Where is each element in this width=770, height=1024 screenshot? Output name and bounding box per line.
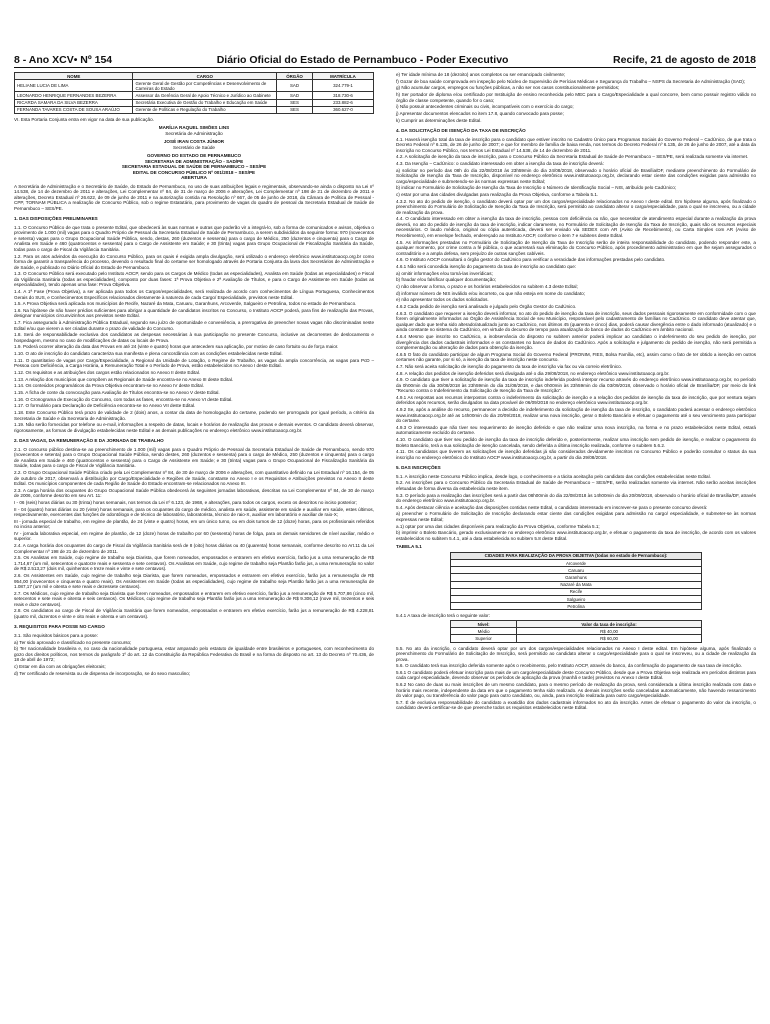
paragraph: 4.10. O candidato que tiver seu pedido de isenção da taxa de inscrição deferido e, posteriormente, realizar uma inscrição sem pedido de isenção, e realizar o pagamento do Boleto Bancário, terá a sua solicitação de isenção cancelada, sendo deferida a última inscrição realizada, conforme o subitem 5.6.2.	[396, 437, 756, 448]
paragraph: a.1) optar por uma das cidades disponíveis para realização da Prova Objetiva, conforme Tabela 5.1;	[396, 523, 600, 529]
paragraph: 1.17. O formulário para Declaração de Deficiência encontra-se no Anexo VII deste Edital.	[14, 403, 196, 409]
city-cell: Caruaru	[451, 567, 702, 574]
paragraph: a) solicitar no período das 08h do dia 22/08/2018 às 23h59min do dia 24/08/2018, observado o horário oficial de Brasília/DF, mediante preenchimento do Formulário de Solicitação de Isenção da Taxa de Inscrição, disponível no endereço eletrônico www.institutoaocp.org.br, declarando estar ciente das condições exigidas para admissão no cargo/especialidade e submetendo-se às normas expressas neste Edital;	[396, 167, 756, 184]
staff-table-header	[15, 73, 374, 80]
paragraph: d) informar número de NIS inválido e/ou incorreto, ou que não esteja em nome do candidato;	[396, 290, 585, 296]
paragraph: 1.6. Na hipótese de não haver prédios suficientes para abrigar a quantidade de candidatos inscritos no Concurso, o Instituto AOCP poderá, para fins de realização das Provas, designar municípios circunvizinhos aos previstos neste Edital.	[14, 307, 374, 319]
paragraph: 4.9. O candidato que tiver a solicitação de isenção da taxa de inscrição indeferida poderá interpor recurso através do endereço eletrônico www.institutoaocp.org.br, no período da 0h00min do dia 30/08/2018 às 23h59min do dia 31/08/2018, e das 0h00min às 23h59min do dia 03/09/2018, observado o horário oficial de Brasília/DF, por meio do link "Recurso contra o Indeferimento da Solicitação de Isenção da Taxa de Inscrição".	[396, 377, 756, 394]
issue-number: 8 - Ano XCV• Nº 154	[14, 54, 113, 66]
paragraph: f) Gozar de boa saúde comprovada em inspeção pelo Núcleo de Supervisão de Perícias Médicas e Segurança do Trabalho – NSPS da Secretaria de Administração (SAD);	[396, 78, 746, 84]
signatory-name: JOSÉ IRAN COSTA JÚNIOR	[163, 139, 225, 145]
paragraph: 1.12. Os requisitos e as atribuições dos cargos estão relacionados no Anexo II deste Edital.	[14, 370, 201, 375]
paragraph: e) não apresentar todos os dados solicitados.	[396, 297, 489, 303]
section-heading: 2. DAS VAGAS, DA REMUNERAÇÃO E DA JORNADA DE TRABALHO	[14, 438, 164, 444]
left-column	[14, 72, 374, 677]
paragraph: 1.2. Para os atos advindos da execução do Concurso Público, para os quais é exigida ampla divulgação, será utilizado o endereço eletrônico www.institutoaocp.org.br como forma de garantir a transparência do processo, devendo o resultado final do certame ser homologado através de Portaria Conjunta da lavra dos Secretários de Administração e de Saúde, e publicado no Diário Oficial do Estado de Pernambuco.	[14, 253, 374, 270]
paragraph: 5.2. As inscrições para o Concurso Público da Secretaria Estadual de Saúde de Pernambuco – SES/PE, serão realizadas somente via internet. Não serão aceitas inscrições efetuadas de forma diversa da estabelecida neste item.	[396, 480, 756, 491]
city-cell: Petrolina	[451, 603, 702, 610]
fee-intro: 5.4.1 A taxa de inscrição terá o seguinte valor:	[396, 613, 490, 619]
table-row	[15, 80, 374, 92]
paragraph: 5.6. O candidato terá sua inscrição deferida somente após o recebimento, pelo Instituto AOCP, através do banco, da confirmação do pagamento de sua taxa de inscrição.	[396, 663, 742, 669]
paragraph: 5.4. Após destacar ciência e aceitação das disposições contidas neste Edital, o candidato interessado em inscrever-se para o presente concurso deverá:	[396, 504, 708, 510]
cell-orgao: SES	[277, 106, 313, 113]
fee-header-value: Valor da taxa de inscrição:	[517, 621, 702, 628]
col-header-cargo: CARGO	[133, 73, 277, 80]
paragraph: 4.6.5 O fato do candidato participar de algum Programa Social do Governo Federal (PRONIM, FIES, Bolsa Família, etc), assim como o fato de ter obtido a isenção em outros certames não garante, por si só, a isenção da taxa de inscrição neste concurso.	[396, 351, 756, 363]
cell-matricula: 233.882-6	[312, 99, 373, 106]
signature-block-1	[14, 125, 374, 136]
paragraph: 5.1. A inscrição neste Concurso Público implica, desde logo, o conhecimento e a tácita aceitação pelo candidato das condições estabelecidas neste Edital.	[396, 473, 711, 479]
paragraph: c) Estar em dia com as obrigações eleitorais;	[14, 663, 106, 669]
fee-table	[450, 620, 702, 643]
cities-table	[450, 552, 702, 611]
heading-line: EDITAL DE CONCURSO PÚBLICO Nº 001/2018 – SES/PE	[132, 169, 256, 175]
cell-orgao: SES	[277, 99, 313, 106]
paragraph: I - 06 (seis) horas diárias ou 30 (trinta) horas semanais, nos termos da Lei nº 6.123, de 1968, e alterações, para todos os cargos, exceto os descritos no inciso posterior;	[14, 499, 357, 505]
table-label: TABELA 5.1	[396, 544, 422, 550]
paragraph: 2.3. A carga horária dos ocupantes do Grupo Ocupacional Saúde Pública obedecerá às seguintes jornadas laborativas, descritas na Lei Complementar nº 84, de 30 de março de 2006, conforme descrito em seu Art. 11:	[14, 487, 374, 499]
paragraph: 4.6.3. O candidato que requerer a isenção deverá informar, no ato do pedido de isenção da taxa de inscrição, seus dados pessoais rigorosamente em conformidade com o que forem originalmente informados ao Órgão de Assistência Social de seu Município, responsável pelo cadastramento de famílias no CadÚnico. O candidato deve atentar que, qualquer dado que tenha sido alterado/atualizado junto ao CadÚnico, nos últimos 45 (quarenta e cinco) dias, poderá causar divergência entre o dado informado (atualizado) e o ainda constante no sistema do CadÚnico, em virtude do decurso de tempo para atualização do banco de dados do CadÚnico em âmbito nacional.	[396, 310, 756, 333]
paragraph: 4.11. Os candidatos que tiverem as solicitações de isenção deferidas já são considerados devidamente inscritos no Concurso Público e poderão consultar o status da sua inscrição no endereço eletrônico do Instituto AOCP www.institutoaocp.org.br, a partir do dia 29/08/2018.	[396, 449, 756, 460]
paragraph: 3.1. São requisitos básicos para a posse:	[14, 632, 99, 638]
paragraph: IV - jornada laborativa especial, em regime de plantão, de 12 (doze) horas de trabalho por 60 (sessenta) horas de folga, para os demais servidores de nível auxiliar, médio e superior.	[14, 530, 374, 542]
paragraph: g) Não acumular cargos, empregos ou funções públicas, a não ser nos casos constitucionalmente permitidos;	[396, 85, 620, 91]
heading-line: SECRETARIA DE ADMINISTRAÇÃO - SAD/PE	[144, 158, 244, 164]
gazette-title: Diário Oficial do Estado de Pernambuco - Poder Executivo	[216, 54, 509, 66]
section-heading: 3. REQUISITOS PARA POSSE NO CARGO	[14, 624, 105, 630]
paragraph: d) Ter certificado de reservista ou de dispensa de incorporação, se do sexo masculino;	[14, 670, 191, 676]
col-header-orgao: ÓRGÃO	[277, 73, 313, 80]
page-header	[14, 52, 756, 66]
signatory-role: Secretário de Saúde	[173, 144, 215, 150]
fee-value: R$ 60,00	[517, 635, 702, 642]
section-heading: 1. DAS DISPOSIÇÕES PRELIMINARES	[14, 216, 98, 222]
paragraph: 4.9.1 As respostas aos recursos interpostos contra o indeferimento da solicitação de isenção e a relação dos pedidos de isenção da taxa de inscrição, que por ventura sejam deferidos após recursos, serão divulgados na data provável de 06/09/2018 no endereço eletrônico www.institutoaocp.org.br.	[396, 394, 756, 406]
city-cell: Garanhuns	[451, 574, 702, 581]
cell-nome: FERNANDA TAVARES COSTA DE SOUSA ARAÚJO	[15, 106, 133, 113]
paragraph: 4.6.1 Não será concedida isenção do pagamento da taxa de inscrição ao candidato que:	[396, 264, 577, 269]
paragraph: 2.5. Os Analistas em Saúde, cujo regime de trabalho seja Diarista, que forem nomeados, empossados e entrarem em efetivo exercício, farão jus a uma remuneração de R$ 1.714,67 (um mil, setecentos e quatorze reais e sessenta e sete centavos). Os Analistas em Saúde, cujo regime de trabalho seja Plantão farão jus, a uma remuneração no valor de R$ 2.513,27 (dois mil, quinhentos e treze reais e vinte e sete centavos).	[14, 555, 374, 572]
paragraph: 4.9.2 Se, após a análise do recurso, permanecer a decisão de indeferimento da solicitação de isenção da taxa de inscrição, o candidato poderá acessar o endereço eletrônico www.institutoaocp.org.br até as 14h00min do dia 20/09/2018, realizar uma nova inscrição, gerar o Boleto Bancário e efetuar o pagamento até o seu vencimento para participar do certame.	[396, 407, 756, 424]
city-cell: Recife	[451, 588, 702, 595]
paragraph: 4.6. O Instituto AOCP consultará o órgão gestor do CadÚnico para verificar a veracidade das informações prestadas pelo candidato.	[396, 257, 666, 263]
cell-nome: HELIANE LUCIA DE LIMA	[15, 80, 133, 92]
heading-line: ABERTURA	[181, 175, 207, 181]
paragraph: 1.8. Será de responsabilidade exclusiva dos candidatos as despesas necessárias à sua participação no presente Concurso, inclusive as decorrentes de deslocamento e hospedagem, mesmo no caso de modificações de datas ou locais de Prova.	[14, 332, 374, 343]
cell-orgao: SAD	[277, 80, 313, 92]
paragraph: 2.6. Os Assistentes em Saúde, cujo regime de trabalho seja Diarista, que forem nomeados, empossados e entrarem em efetivo exercício, farão jus a remuneração de R$ 954,00 (novecentos e cinquenta e quatro reais). Os Assistentes em Saúde (todas as especialidades), cujo regime de trabalho seja Plantão farão jus a uma remuneração de 1.087,17 (um mil e oitenta e sete reais e dezessete centavos).	[14, 573, 374, 589]
cell-cargo: Assessor da Gerência Geral de Apoio Técnico e Jurídico ao Gabinete	[133, 92, 277, 99]
paragraph: 1.14. Os conteúdos programáticos da Prova Objetiva encontram-se no Anexo IV deste Edital.	[14, 383, 204, 389]
paragraph: 4.8. A relação dos pedidos de isenção deferidos será divulgada até o dia 29/08/2018, no endereço eletrônico www.institutoaocp.org.br.	[396, 370, 670, 376]
paragraph: 4.6.2 Cada pedido de isenção será analisado e julgado pelo Órgão Gestor do CadÚnico.	[396, 304, 577, 310]
section-3-items	[14, 633, 374, 676]
edital-intro: A Secretária de Administração e o Secretário de Saúde, do Estado de Pernambuco, no uso de suas atribuições legais e regimentais, observando-se ainda o disposto na Lei nº 14.538, de 14 de dezembro de 2011 e alterações, Lei Complementar nº 84, de 31 de março de 2006 e alterações, Lei Complementar nº 198 de 21 de dezembro de 2011 e alterações, Decreto Estadual nº 26.622, de 09 de junho de 2011 e na autorização contida na Resolução nº 667, de 05 de junho de 2018, da Câmara de Política de Pessoal - CPP, TORNAM PÚBLICA a realização de Concurso Público, sob o regime Estatutário, para provimento de vagas do quadro de pessoal da Secretaria Estadual de Saúde de Pernambuco – SES/PE.	[14, 183, 374, 211]
fee-header-level: Nível:	[451, 621, 517, 628]
cities-table-header: CIDADES PARA REALIZAÇÃO DA PROVA OBJETIVA (todas no estado de Pernambuco):	[451, 552, 702, 559]
paragraph: 1.1. O Concurso Público de que trata o presente Edital, que obedecerá às suas normas e outras que poderão vir a integrá-lo, sob a forma de comunicados e avisos, objetiva o provimento de 1.000 (mil) vagas para o Quadro Próprio de Pessoal da Secretaria Estadual de Saúde de Pernambuco, a serem subdivididos da seguinte forma: 970 (novecentos e setenta) vagas para o Grupo Ocupacional Saúde Pública, sendo, destas, 260 (duzentos e sessenta) para o cargo de Médico, 250 (duzentos e cinquenta) para o Cargo de Analista em Saúde e 460 (quatrocentos e sessenta) para o Cargo de Assistente em Saúde; e 30 (trinta) vagas para Grupo Ocupacional de Fiscalização Sanitária da Saúde, todas para o cargo de Fiscal da Vigilância Sanitária.	[14, 224, 374, 252]
table-row	[15, 106, 374, 113]
paragraph: 2.8. Os candidatos ao cargo de Fiscal de Vigilância Sanitária que forem nomeados, empossados e entrarem em efetivo exercício, farão jus a remuneração de R$ 4.228,81 (quatro mil, duzentos e vinte e oito reais e oitenta e um centavos).	[14, 608, 374, 619]
cell-matricula: 360.627-0	[312, 106, 373, 113]
fee-level: Médio	[451, 628, 517, 635]
section-5-items	[396, 474, 756, 542]
paragraph: 1.13. A relação dos municípios que compõem as Regionais de Saúde encontra-se no Anexo III deste Edital.	[14, 376, 234, 382]
paragraph: 2.7. Os Médicos, cujo regime de trabalho seja Diarista que forem nomeados, empossados e entrarem em efetivo exercício, farão jus a remuneração de R$ 5.707,86 (cinco mil, setecentos e sete reais e oitenta e seis centavos). Os Médicos, cujo regime de trabalho seja Plantão farão jus a uma remuneração de R$ 9.306,12 (nove mil, trezentos e seis reais e doze centavos).	[14, 590, 374, 607]
paragraph: c) não observar a forma, o prazo e os horários estabelecidos no subitem 4.3 deste Edital;	[396, 284, 578, 290]
section-heading: 5. DAS INSCRIÇÕES	[396, 465, 441, 471]
paragraph: 5.5. No ato da inscrição, o candidato deverá optar por um dos cargos/especialidades relacionados no Anexo I deste edital. Em hipótese alguma, após finalizado o preenchimento do Formulário de Solicitação de Inscrição, será permitido ao candidato alterar o cargo/especialidade para o qual se inscreveu, ou a cidade de realização da prova.	[396, 645, 756, 662]
signatory-name: MARÍLIA RAQUEL SIMÕES LINS	[158, 125, 230, 131]
paragraph: 2.1. O concurso público destina-se ao preenchimento de 1.000 (mil) vagas para o Quadro Próprio de Pessoal da Secretaria Estadual de Saúde de Pernambuco, sendo 970 (novecentos e setenta) para o Grupo Ocupacional Saúde Pública, sendo destes, 260 (duzentos e sessenta) para o cargo de Médico, 250 (duzentos e cinquenta) para o cargo de Analista em Saúde e 460 (quatrocentos e sessenta) para o Cargo de Assistente em Saúde; e 30 (trinta) vagas para o Grupo Ocupacional de Fiscalização Sanitária da Saúde, todas para o cargo de Fiscal de Vigilância Sanitária.	[14, 446, 374, 469]
paragraph: 4.2. A solicitação de isenção da taxa de inscrição, para o Concurso Público da Secretaria Estadual de Saúde de Pernambuco – SES/PE, será realizada somente via internet.	[396, 154, 749, 160]
paragraph: 4.7. Não será aceita solicitação de isenção do pagamento da taxa de inscrição via fax ou via correio eletrônico.	[396, 363, 622, 369]
cell-matricula: 324.779-1	[312, 80, 373, 92]
cell-nome: LEONARDO HENRIQUE FERNANDES BEZERRA	[15, 92, 133, 99]
cell-cargo: Gerente Geral de Gestão por Competências e Desenvolvimento de Carreiras do Estado	[133, 80, 277, 92]
right-column	[396, 72, 756, 712]
header-rule	[14, 67, 756, 68]
paragraph: 4.9.3 O interessado que não tiver seu requerimento de isenção deferido e que não realizar uma nova inscrição, na forma e no prazo estabelecidos neste Edital, estará automaticamente excluído do certame.	[396, 424, 756, 436]
paragraph: a) preencher o Formulário de Solicitação de Inscrição declarando estar ciente das condições exigidas para admissão no cargo/ especialidade, e submeter-se às normas expressas neste Edital;	[396, 511, 756, 522]
heading-line: SECRETARIA ESTADUAL DE SAÚDE DE PERNAMBUCO – SES/PE	[121, 164, 267, 170]
cell-cargo: Gerente de Políticas e Regulação do Trabalho	[133, 106, 277, 113]
paragraph: i) Não possuir antecedentes criminais ou civis, incompatíveis com o exercício do cargo;	[396, 104, 574, 110]
paragraph: k) Cumprir as determinações deste Edital.	[396, 117, 482, 123]
portaria-note: VI. Esta Portaria Conjunta entra em vigor na data de sua publicação.	[14, 116, 154, 122]
col-header-nome: NOME	[15, 73, 133, 80]
paragraph: 5.6.2 No caso de duas ou mais inscrições de um mesmo candidato, para o mesmo período de realização da prova, será considerada a última inscrição realizada com data e horário mais recente, independente da data em que o pagamento tenha sido realizado. As demais inscrições serão canceladas automaticamente, não havendo ressarcimento do valor pago, ou transferência do valor pago para outro candidato, ou, ainda, para inscrição realizada para outro cargo/especialidade.	[396, 682, 756, 699]
publication-date: Recife, 21 de agosto de 2018	[613, 54, 756, 66]
section-heading: 4. DA SOLICITAÇÃO DE ISENÇÃO DA TAXA DE INSCRIÇÃO	[396, 128, 526, 134]
paragraph: 5.6.1 O candidato poderá efetuar inscrição para mais de um cargo/especialidade deste Concurso Público, desde que a Prova Objetiva seja realizada em períodos distintos para cada cargo/ especialidade, devendo observar os períodos de aplicação da prova (manhã e tarde) previstos no Anexo I deste Edital.	[396, 669, 756, 681]
city-cell: Arcoverde	[451, 560, 702, 567]
paragraph: 1.11. O quantitativo de vagas por Cargo/Especialidade, a Regional da Unidade de Lotação, o Regime de Trabalho, as vagas da ampla concorrência, as vagas para PcD – Pessoa com Deficiência, a Carga Horária, a Remuneração Total e o Período de Prova, estão estabelecidos no Anexo I deste Edital.	[14, 357, 374, 369]
city-cell: Nazaré da Mata	[451, 581, 702, 588]
paragraph: a) omitir informações e/ou torná-las inverídicas;	[396, 270, 493, 276]
paragraph: 1.7. Fica assegurado à Administração Pública Estadual, segundo seu juízo de oportunidade e conveniência, a prerrogativa de preencher novas vagas não discriminadas neste Edital e/ou que vierem a ser criadas durante o prazo de validade do Concurso.	[14, 320, 374, 331]
section-3-continued	[396, 72, 756, 123]
table-row	[451, 628, 702, 635]
fee-level: Superior	[451, 635, 517, 642]
paragraph: 4.3.2. No ato do pedido de isenção, o candidato deverá optar por um dos cargos/especialidade relacionados no Anexo I deste edital. Em hipótese alguma, após finalizado o preenchimento do Formulário de Solicitação de Isenção da Taxa de Inscrição, será permitido ao candidato alterar o cargo/especialidade, para o qual se inscreveu, ou a cidade de realização da prova.	[396, 198, 756, 215]
paragraph: 2.4. A carga horária dos ocupantes do cargo de Fiscal da Vigilância Sanitária será de 8 (oito) horas diárias ou 40 (quarenta) horas semanais, conforme descrito no Art.11 da Lei Complementar nº 198 de 21 de dezembro de 2011.	[14, 543, 374, 554]
paragraph: 4.6.4 Mesmo que inscrito no CadÚnico, a inobservância do disposto no subitem anterior poderá implicar ao candidato o indeferimento do seu pedido de isenção, por divergência dos dados cadastrais informados e os constantes no banco de dados do CadÚnico. Após a solicitação e julgamento do pedido de isenção, não será permitida a complementação ou alteração de dados para obtenção da isenção.	[396, 334, 756, 350]
paragraph: 4.1. Haverá isenção total da taxa de inscrição para o candidato que estiver inscrito no Cadastro Único para Programas Sociais do Governo Federal – CadÚnico, de que trata o Decreto Federal nº 6.135, de 26 de junho de 2007; e que for membro de família de baixa renda, nos termos do Decreto Federal nº 6.135, de 26 de junho de 2007, até a data da inscrição no Concurso Público, nos termos Lei Estadual nº 14.538, de 14 de dezembro de 2011.	[396, 136, 756, 153]
table-row	[451, 635, 702, 642]
paragraph: II - 04 (quatro) horas diárias ou 20 (vinte) horas semanais, para os ocupantes do cargo de médico, analista em saúde, assistente em saúde e auxiliar em saúde, estes últimos, respectivamente, exercentes das funções de odontólogo e de técnico de laboratório, laboratorista, técnico de raio-X, auxiliar em laboratório e auxiliar de raio-X;	[14, 506, 374, 518]
section-1-items	[14, 225, 374, 433]
cell-matricula: 318.730-6	[312, 92, 373, 99]
paragraph: 1.15. A ficha de conte da convocação para Avaliação de Títulos encontra-se no Anexo V deste Edital.	[14, 390, 220, 396]
paragraph: 1.19. Não serão fornecidas por telefone ou e-mail, informações a respeito de datas, locais e horários de realização das provas e demais eventos. O candidato deverá observar, rigorosamente, as formas de divulgação estabelecidas neste Edital e as demais publicações no endereço eletrônico www.institutoaocp.org.br.	[14, 422, 374, 433]
paragraph: III - jornada especial de trabalho, em regime de plantão, de 24 (vinte e quatro) horas, em um único turno, ou em dois turnos de 12 (doze) horas, para os profissionais referidos no inciso anterior;	[14, 518, 374, 530]
paragraph: 5.3. O período para a realização das inscrições será a partir das 08h00min do dia 22/08/2018 às 14h00min do dia 20/09/2018, observado o horário oficial de Brasília/DF, através do endereço eletrônico www.institutoaocp.org.br.	[396, 492, 756, 504]
paragraph: 5.7. É de exclusiva responsabilidade do candidato a exatidão dos dados cadastrais informados no ato da inscrição. Antes de efetuar o pagamento do valor da inscrição, o candidato deverá certificar-se de que preenche todos os requisitos estabelecidos neste Edital.	[396, 699, 756, 711]
signature-block-2	[14, 139, 374, 150]
paragraph: b) Ter nacionalidade brasileira e, no caso da nacionalidade portuguesa, estar amparado pelo estatuto de igualdade entre brasileiros e portugueses, com reconhecimento do gozo dos direitos políticos, nos termos do parágrafo 1º do art. 12 da Constituição da República Federativa do Brasil e na forma do disposto no art. 13 do Decreto nº 70.436, de 18 de abril de 1972;	[14, 646, 374, 663]
paragraph: b) fraudar e/ou falsificar qualquer documentação;	[396, 277, 497, 283]
fee-value: R$ 40,00	[517, 628, 702, 635]
paragraph: h) Ser portador de diploma e/ou certificado por Instituição de ensino reconhecida pelo MEC para o Cargo/Especialidade a qual concorre, bem como possuir registro válido no órgão de classe competente, quando for o caso;	[396, 92, 756, 103]
paragraph: 1.9. Poderá ocorrer alteração da data das Provas em até 24 (vinte e quatro) horas que antecedem sua aplicação, por motivo de caso fortuito ou de força maior.	[14, 344, 339, 350]
paragraph: 1.3. O Concurso Público será executado pelo Instituto AOCP, sendo para os Cargos de Médico (todas as especialidades), Analista em Saúde (todas as especialidades) e Fiscal da Vigilância Sanitária (todas as especialidades), composto por duas fases: 1ª Prova Objetiva e 2ª Avaliação de Títulos, e para o Cargo de Assistente em Saúde (todas as especialidades), tendo apenas uma fase: Prova Objetiva.	[14, 271, 374, 288]
paragraph: a) Ter sido aprovado e classificado no presente concurso;	[14, 639, 132, 645]
cell-nome: RICARDA SAMARA DA SILVA BEZERRA	[15, 99, 133, 106]
paragraph: 4.4. O candidato interessado em obter a isenção da taxa de inscrição, pessoa com deficiência ou não, que necessitar de atendimento especial durante a realização da prova deverá, no ato do pedido de isenção da taxa de inscrição, indicar claramente, no Formulário de Solicitação de Isenção da Taxa de Inscrição, quais são os recursos especiais necessários. O laudo médico, original ou cópia autenticada, deverá ser enviado via SEDEX com AR (Aviso de Recebimento), ou Carta Simples com AR (Aviso de Recebimento), em envelope fechado, endereçado ao Instituto AOCP, conforme o item 7 e subitens deste Edital.	[396, 216, 756, 238]
cell-orgao: SAD	[277, 92, 313, 99]
paragraph: 4.5. As informações prestadas no Formulário de Solicitação de Isenção da Taxa de Inscrição serão de inteira responsabilidade do candidato, podendo responder este, a qualquer momento, por crime contra a fé pública, o que acarretará sua eliminação do Concurso Público, após procedimento administrativo em que lhe sejam assegurados o contraditório e a ampla defesa, sem prejuízo de outras sanções cabíveis.	[396, 239, 756, 256]
paragraph: 4.3. Da Isenção – CadÚnico: o candidato interessado em obter a isenção da taxa de inscrição deverá:	[396, 161, 604, 166]
paragraph: c) estar por uma das cidades divulgadas para realização da Prova Objetiva, conforme a Tabela 5.1.	[396, 192, 599, 198]
edital-heading	[14, 153, 374, 181]
paragraph: 1.18. Este Concurso Público terá prazo de validade de 2 (dois) anos, a contar da data de homologação do certame, podendo ser prorrogado por igual período, a critério da Secretaria de Saúde e da Secretaria de Administração.	[14, 410, 374, 421]
paragraph: b) imprimir o Boleto Bancário, gerado exclusivamente no endereço eletrônico www.institutoaocp.org.br, e efetuar o pagamento da taxa de inscrição, de acordo com os valores estabelecidos no subitem 5.4.1, até a data estabelecida no subitem 5.8 deste Edital.	[396, 530, 756, 541]
paragraph: 1.5. A Prova Objetiva será aplicada nos municípios de Recife, Nazaré da Mata, Caruaru, Garanhuns, Arcoverde, Salgueiro e Petrolina, todos no estado de Pernambuco.	[14, 301, 357, 307]
col-header-matricula: MATRÍCULA	[312, 73, 373, 80]
table-row	[15, 99, 374, 106]
paragraph: e) Ter idade mínima de 18 (dezoito) anos completos ou ser emancipado civilmente;	[396, 72, 566, 77]
table-row	[15, 92, 374, 99]
paragraph: j) Apresentar documentos elencados no item 17.8, quando convocado para posse;	[396, 110, 564, 116]
city-cell: Salgueiro	[451, 595, 702, 602]
paragraph: 1.16. O Cronograma de Execução do Concurso, com todas as fases, encontra-se no Anexo VI deste Edital.	[14, 396, 233, 402]
signatory-role: Secretária de Administração	[165, 130, 223, 136]
paragraph: 1.4. A 1ª Fase (Prova Objetiva), a ser aplicada para todos os Cargos/especialidades, será realizada de acordo com conhecimentos de Língua Portuguesa, Conhecimentos Gerais do SUS, e Conhecimentos Específicos relacionados diretamente à natureza de cada Cargo/ Especialidade, previstos neste Edital.	[14, 289, 374, 300]
paragraph: 1.10. O ato de inscrição do candidato caracteriza sua manifesta e plena concordância com as condições estabelecidas neste Edital.	[14, 351, 283, 357]
heading-line: GOVERNO DO ESTADO DE PERNAMBUCO	[146, 153, 242, 159]
staff-table	[14, 72, 374, 114]
section-2-items	[14, 447, 374, 620]
section-4-items	[396, 137, 756, 461]
cell-cargo: Secretária Executiva de Gestão do Trabalho e Educação em Saúde	[133, 99, 277, 106]
paragraph: b) indicar no Formulário de Solicitação de Isenção da Taxa de Inscrição o Número de Identificação Social – NIS, atribuído pelo CadÚnico;	[396, 185, 677, 191]
section-5-tail	[396, 646, 756, 711]
paragraph: 2.2. O Grupo Ocupacional Saúde Pública criado pela Lei Complementar nº 84, de 30 de março de 2006 e alterações, com quantitativo definido na Lei Estadual nº 16.154, de 05 de outubro de 2017, observará a distribuição por Cargo/Especialidade e Regiões de Saúde, constante no Anexo I e os Requisitos e Atribuições previstos no Anexo II deste Edital. Os municípios componentes de cada Região de Saúde do Estado encontram-se relacionados no Anexo III.	[14, 470, 374, 486]
